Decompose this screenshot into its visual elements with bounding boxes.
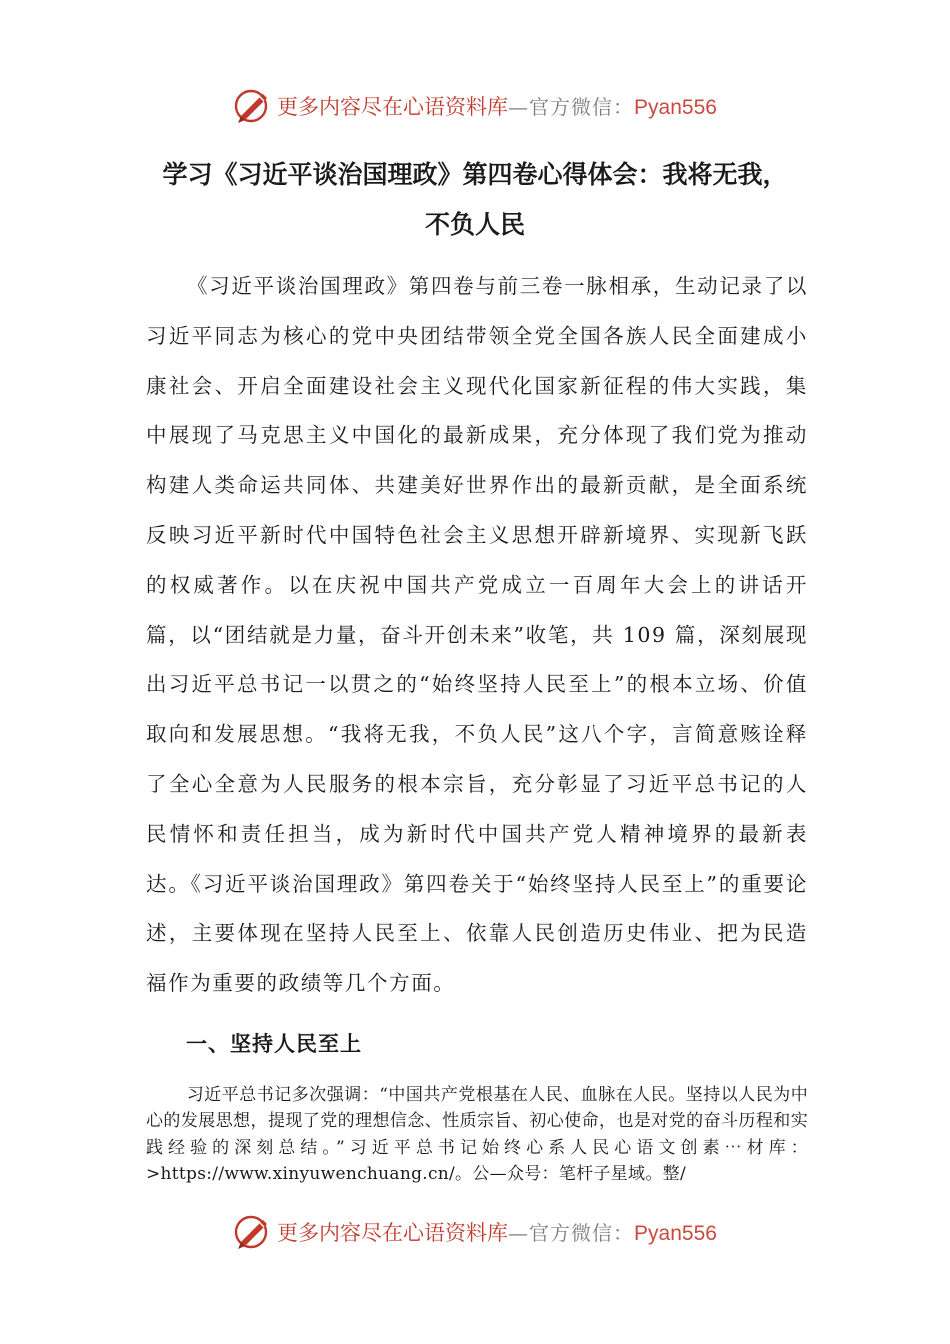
document-title-line-1: 学习《习近平谈治国理政》第四卷心得体会：我将无我， [162, 160, 788, 189]
pen-logo-icon [233, 1212, 273, 1252]
intro-paragraph: 《习近平谈治国理政》第四卷与前三卷一脉相承，生动记录了以习近平同志为核心的党中央团结带领全党全国各族人民全面建成小康社会、开启全面建设社会主义现代化国家新征程的伟大实践，集中展现了马克思主义中国化的最新成果，充分体现了我们党为推动构建人类命运共同体、共建美好世界作出的最新贡献，是全面系统反映习近平新时代中国特色社会主义思想开辟新境界、实现新飞跃的权威著作。以在庆祝中国共产党成立一百周年大会上的讲话开篇，以“团结就是力量，奋斗开创未来”收笔，共 109 篇，深刻展现出习近平总书记一以贯之的“始终坚持人民至上”的根本立场、价值取向和发展思想。“我将无我，不负人民”这八个字，言简意赅诠释了全心全意为人民服务的根本宗旨，充分彰显了习近平总书记的人民情怀和责任担当，成为新时代中国共产党人精神境界的最新表达。《习近平谈治国理政》第四卷关于“始终坚持人民至上”的重要论述，主要体现在坚持人民至上、依靠人民创造历史伟业、把为民造福作为重要的政绩等几个方面。 [146, 274, 808, 996]
banner-wechat-label: —官方微信： [508, 95, 635, 119]
pen-logo-icon [233, 86, 273, 126]
banner-wechat-id: Pyan556 [634, 1222, 717, 1245]
banner-brand-text: 更多内容尽在心语资料库 [277, 1221, 509, 1245]
banner-wechat-id: Pyan556 [634, 96, 717, 119]
document-title-line-2: 不负人民 [424, 210, 525, 239]
header-banner [0, 86, 950, 126]
section-paragraph: 习近平总书记多次强调：“中国共产党根基在人民、血脉在人民。坚持以人民为中心的发展思想，提现了党的理想信念、性质宗旨、初心使命，也是对党的奋斗历程和实践经验的深刻总结。”习近平总书记始终心系人民心语文创素⋯材库：>https://www.xinyuwenchuang.cn/。公—众号：笔杆子星域。整/ [146, 1085, 808, 1184]
footer-banner [0, 1212, 950, 1252]
banner-wechat-label: —官方微信： [508, 1221, 635, 1245]
section-heading: 一、坚持人民至上 [186, 1032, 362, 1056]
banner-brand-text: 更多内容尽在心语资料库 [277, 95, 509, 119]
